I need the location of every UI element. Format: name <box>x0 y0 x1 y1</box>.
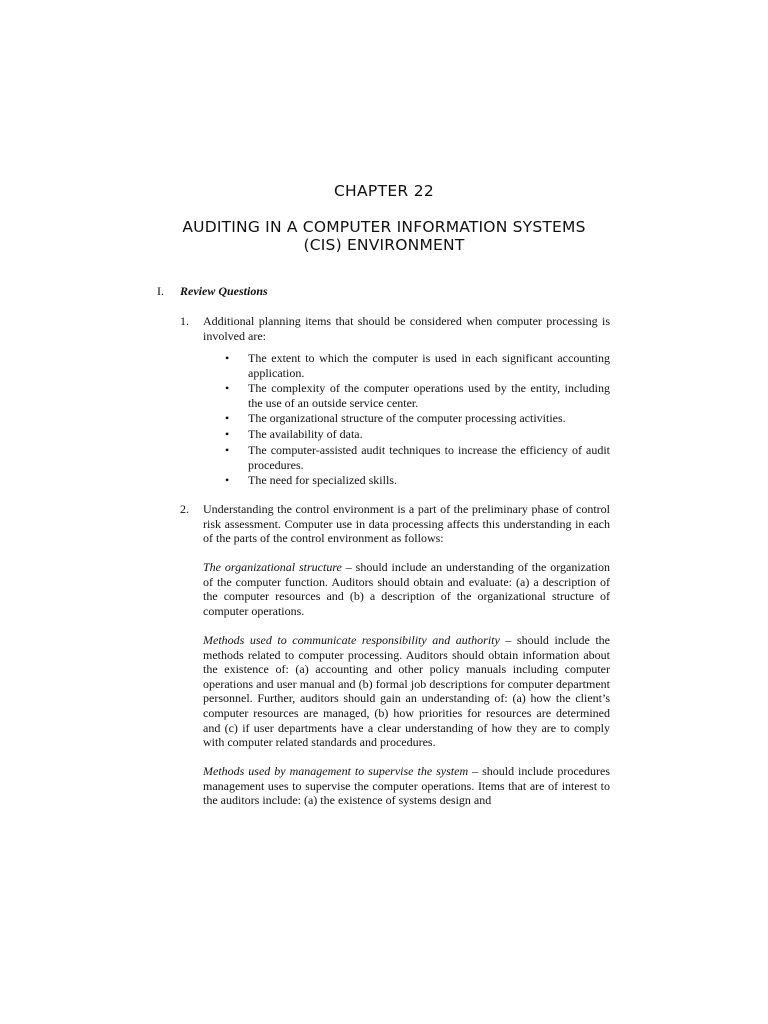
section-label: Review Questions <box>180 284 268 298</box>
chapter-heading: CHAPTER 22 <box>333 182 435 200</box>
bullet-icon: • <box>225 473 230 487</box>
paragraph-text: – should include an understanding of the organization of the computer function. Auditors should obtain and evaluate: (a) a description of the computer resources and (b) a description of the organizational structure of computer operations. <box>203 560 610 618</box>
paragraph-communication-methods <box>203 633 610 750</box>
paragraph-organizational-structure <box>203 560 610 618</box>
question-text: Understanding the control environment is a part of the preliminary phase of control risk assessment. Computer use in data processing affects this understanding in each of the parts of the control environment as follows: <box>203 502 610 546</box>
paragraph-text: – should include procedures management uses to supervise the computer operations. Items that are of interest to the auditors include: (a) the existence of systems design and <box>203 764 610 808</box>
chapter-title <box>0 218 768 254</box>
bullet-icon: • <box>225 411 230 425</box>
paragraph-lead: The organizational structure <box>203 560 342 574</box>
list-item-text: The extent to which the computer is used in each significant accounting application. <box>248 351 610 380</box>
bullet-icon: • <box>225 427 230 441</box>
list-item-text: The computer-assisted audit techniques to increase the efficiency of audit procedures. <box>248 443 610 472</box>
list-item-text: The need for specialized skills. <box>248 473 397 487</box>
question-number: 1. <box>180 314 189 328</box>
paragraph-text: – should include the methods related to computer processing. Auditors should obtain information about the existence of: (a) accounting and other policy manuals including computer operations and user manual and (b) formal job descriptions for computer department personnel. Further, auditors should gain an understanding of: (a) how the client’s computer resources are managed, (b) how priorities for resources are determined and (c) if user departments have a clear understanding of how they are to comply with computer related standards and procedures. <box>203 633 610 750</box>
list-item-text: The complexity of the computer operations used by the entity, including the use of an outside service center. <box>248 381 610 410</box>
paragraph-supervision-methods <box>203 764 610 808</box>
list-item-text: The availability of data. <box>248 427 363 441</box>
chapter-title-line-2: (CIS) ENVIRONMENT <box>303 236 465 254</box>
bullet-icon: • <box>225 443 230 457</box>
section-number: I. <box>157 284 164 298</box>
paragraph-lead: Methods used by management to supervise the system <box>203 764 469 778</box>
question-text: Additional planning items that should be considered when computer processing is involved are: <box>203 314 610 343</box>
bullet-icon: • <box>225 351 230 365</box>
question-number: 2. <box>180 502 189 516</box>
list-item-text: The organizational structure of the computer processing activities. <box>248 411 566 425</box>
chapter-title-line-1: AUDITING IN A COMPUTER INFORMATION SYSTEMS <box>182 218 586 236</box>
paragraph-lead: Methods used to communicate responsibility and authority <box>203 633 500 647</box>
bullet-icon: • <box>225 381 230 395</box>
